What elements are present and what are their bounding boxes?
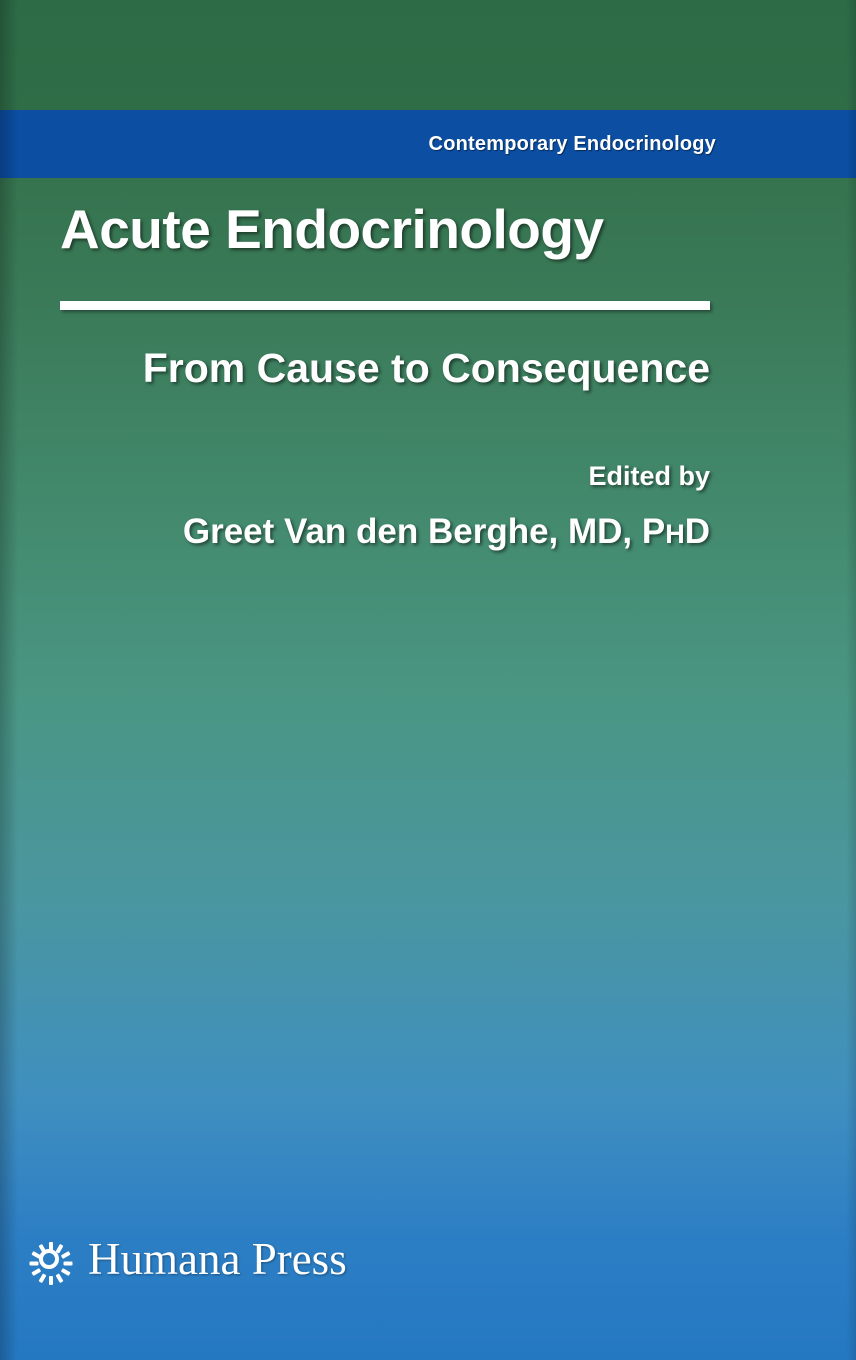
book-title: Acute Endocrinology [60, 198, 604, 260]
book-subtitle: From Cause to Consequence [142, 345, 710, 392]
edited-by-label: Edited by [588, 460, 710, 491]
publisher-name: Humana Press [88, 1233, 347, 1284]
series-title: Contemporary Endocrinology [428, 132, 716, 155]
title-divider-rule [60, 301, 710, 310]
editor-name-text: Greet Van den Berghe, MD, P [182, 511, 666, 551]
sunburst-icon [24, 1234, 74, 1284]
editor-name [60, 512, 710, 552]
cover-top-green-block [0, 0, 856, 110]
editor-degree-small-caps: H [665, 518, 685, 549]
publisher-block [24, 1234, 347, 1284]
series-band [0, 110, 856, 178]
cover-title-block [0, 200, 856, 552]
editor-degree-tail: D [684, 511, 710, 551]
